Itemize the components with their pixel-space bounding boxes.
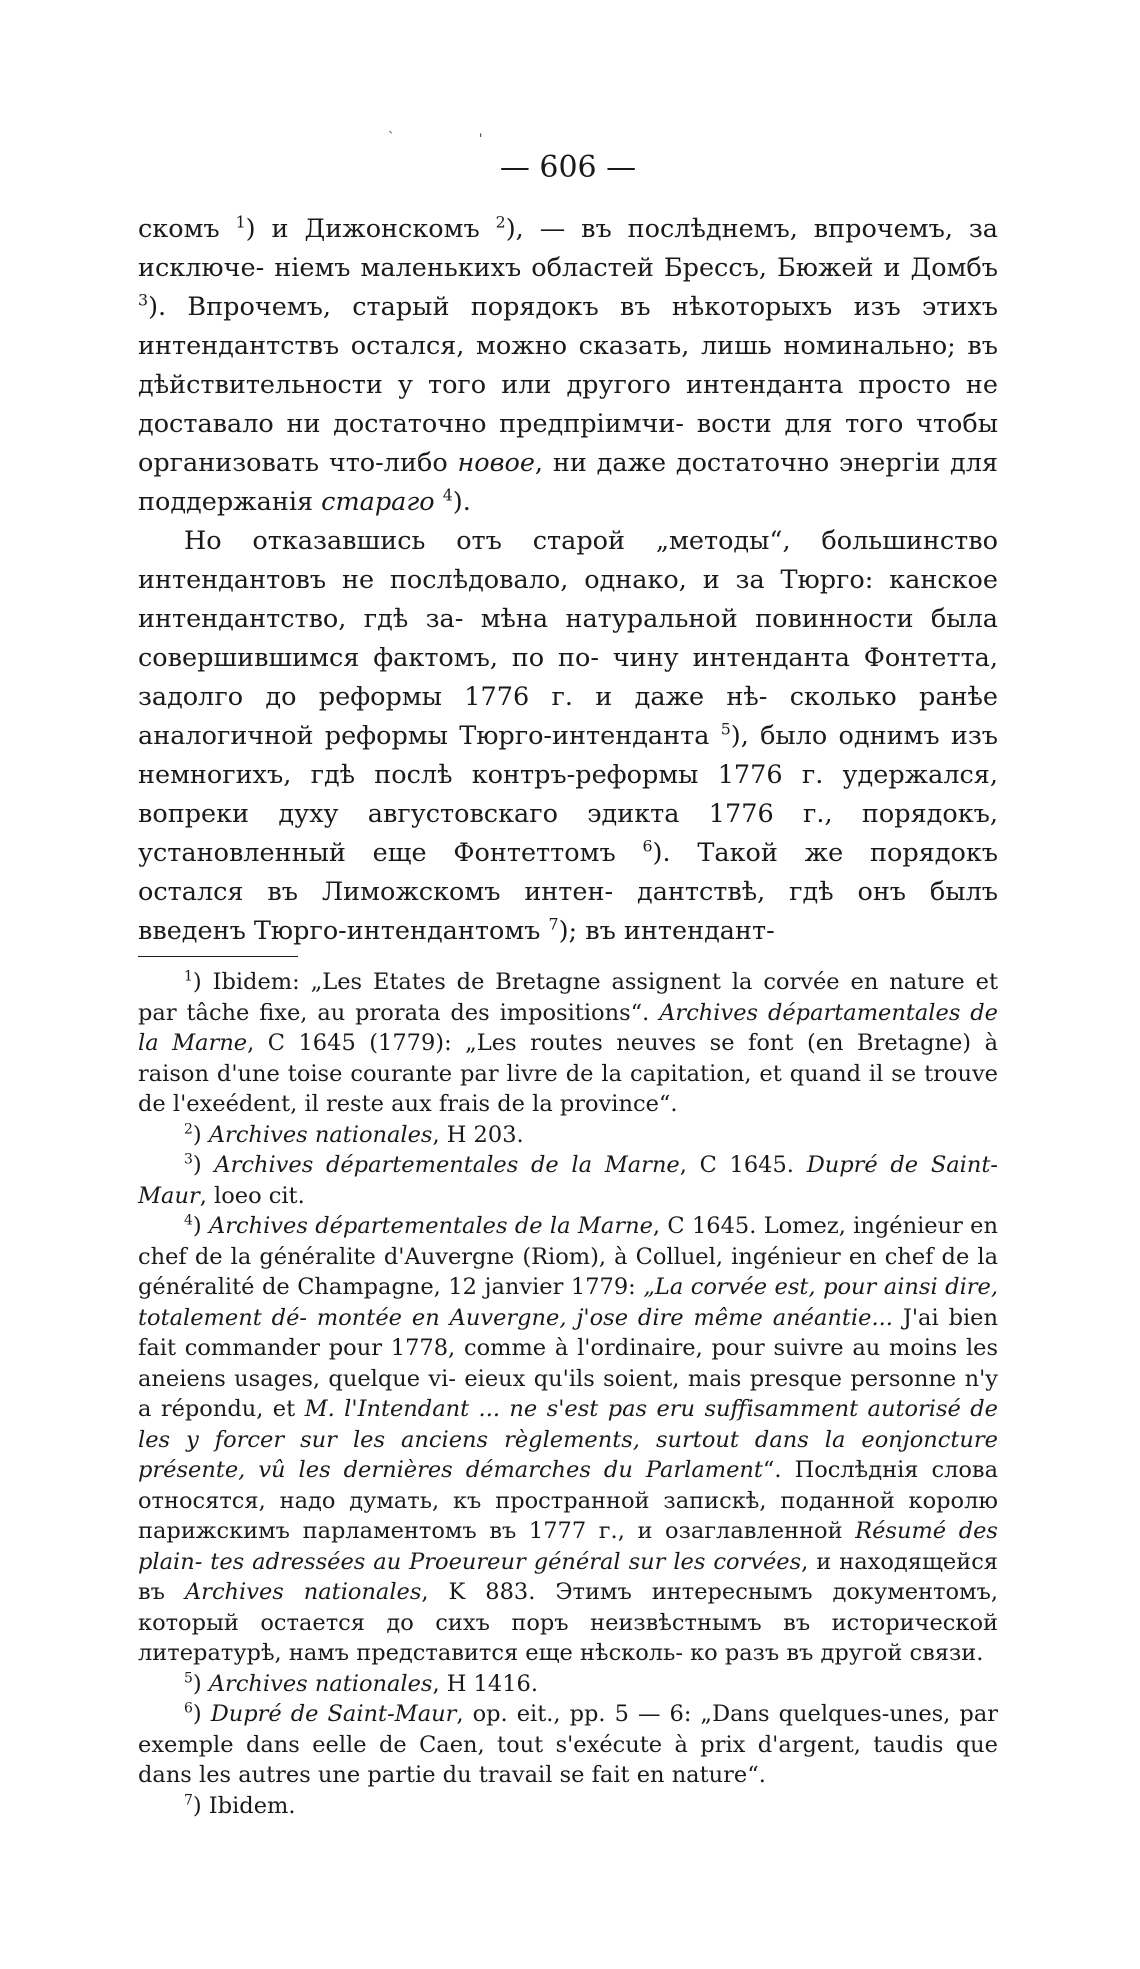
text-run: ), было однимъ изъ немногихъ, гдѣ послѣ контръ-реформы 1776 г. удержался, вопреки духу августовскаго эдикта 1776 г., порядокъ, установленный еще Фонтеттомъ — [138, 721, 998, 868]
italic-run: Dupré de Saint-Maur — [138, 1152, 998, 1209]
footnote-ref-7: 7 — [548, 914, 559, 934]
footnote-mark: 3 — [184, 1151, 193, 1168]
footnote-mark: 6 — [184, 1700, 193, 1717]
text-run: , loeo cit. — [199, 1182, 305, 1209]
footnote-7 — [138, 1791, 998, 1822]
footnote-mark: 2 — [184, 1121, 193, 1137]
footnote-ref-6: 6 — [642, 836, 653, 856]
text-run: ). — [452, 487, 471, 517]
footnote-5 — [138, 1669, 998, 1700]
footnote-4 — [138, 1211, 998, 1669]
text-run: , C 1645. Lomez, ingénieur en chef de la généralite d'Auvergne (Riom), à Colluel, ingénieur en chef de la généralité de Champagne, 12 janvier 1779: — [138, 1213, 998, 1300]
text-run: , ни даже достаточно энергіи для поддержанія — [138, 448, 998, 517]
text-run: ) Ibidem: „Les Etates de Bretagne assignent la corvée en nature et par tâche fixe, au prorata des impositions“. — [138, 969, 998, 1026]
footnote-1 — [138, 967, 998, 1120]
footnote-ref-2: 2 — [495, 212, 506, 232]
footnote-mark: 7 — [184, 1792, 193, 1808]
text-run: ) — [192, 1213, 209, 1239]
text-run: J'ai bien fait commander pour 1778, comme à l'ordinaire, pour suivre au moins les aneiens usages, quelque vi- eieux qu'ils soient, mais presque personne n'y a répondu, et — [138, 1304, 998, 1422]
text-run: ) и Дижонскомъ — [245, 214, 496, 244]
text-run: ) — [192, 1701, 211, 1727]
footnote-ref-4: 4 — [442, 485, 453, 505]
footnote-2 — [138, 1120, 998, 1151]
text-run: , C 1645. — [679, 1152, 807, 1178]
italic-run: Dupré de Saint-Maur — [210, 1701, 457, 1727]
text-run: , H 203. — [432, 1121, 524, 1148]
paragraph-2 — [138, 522, 998, 951]
footnote-mark: 1 — [184, 968, 193, 985]
italic-run: Archives départementales de la Marne — [214, 1152, 680, 1178]
footnote-mark: 5 — [184, 1670, 193, 1686]
text-run: ) — [192, 1152, 215, 1178]
footnote-ref-5: 5 — [720, 719, 731, 739]
footnote-mark: 4 — [184, 1212, 193, 1229]
italic-run: Archives départementales de la Marne — [209, 1213, 653, 1239]
text-run: , C 1645 (1779): „Les routes neuves se font (en Bretagne) à raison d'une toise courante par livre de la capitation, et quand il se trouve de l'exeédent, il reste aux frais de la province“. — [138, 1030, 998, 1117]
italic-run: Résumé des plain- tes adressées au Proeureur général sur les corvées — [138, 1518, 998, 1575]
italic-run: „La corvée est, pour ainsi dire, totalement dé- montée en Auvergne, j'ose dire même anéantie... — [138, 1274, 998, 1331]
print-specks: ˴ ˌ — [388, 120, 523, 139]
footnote-ref-1: 1 — [235, 212, 246, 232]
text-run: ). Такой же порядокъ остался въ Лиможскомъ интен- дантствѣ, гдѣ онъ былъ введенъ Тюрго-интендантомъ — [138, 838, 998, 946]
text-run: ), — въ послѣднемъ, впрочемъ, за исключе- ніемъ маленькихъ областей Брессъ, Бюжей и Домбъ — [138, 214, 998, 283]
footnote-6 — [138, 1699, 998, 1791]
italic-run: Archives nationales — [184, 1579, 422, 1605]
text-run: ) — [192, 1670, 209, 1697]
text-run: ) Ibidem. — [192, 1792, 296, 1819]
italic-run: Archives nationales — [208, 1670, 433, 1697]
body-text — [138, 210, 998, 1821]
italic-run: M. l'Intendant ... ne s'est pas eru suffisamment autorisé de les y forcer sur les anciens règlements, surtout dans la eonjoncture présente, vû les dernières démarches du Parlament — [138, 1396, 998, 1483]
page-number: — 606 — — [499, 150, 637, 185]
text-run: , H 1416. — [432, 1670, 538, 1697]
footnote-divider — [138, 956, 298, 957]
paragraph-1 — [138, 210, 998, 522]
text-run: скомъ — [138, 214, 236, 244]
text-run: ); въ интендант- — [558, 916, 775, 946]
italic-word: стараго — [321, 487, 435, 517]
text-run: ). Впрочемъ, старый порядокъ въ нѣкоторыхъ изъ этихъ интендантствъ остался, можно сказать, лишь номинально; въ дѣйствительности у того или другого интенданта просто не доставало ни достаточно предпріимчи- вости для того чтобы организовать что-либо — [138, 292, 998, 478]
text-run: , K 883. Этимъ интереснымъ документомъ, который остается до сихъ поръ неизвѣстнымъ въ исторической литературѣ, намъ представится еще нѣсколь- ко разъ въ другой связи. — [138, 1579, 998, 1666]
text-run: , op. eit., pp. 5 — 6: „Dans quelques-unes, par exemple dans eelle de Caen, tout s'exécute à prix d'argent, taudis que dans les autres une partie du travail se fait en nature“. — [138, 1701, 998, 1788]
text-run: Но отказавшись отъ старой „методы“, большинство интендантовъ не послѣдовало, однако, и за Тюрго: канское интендантство, гдѣ за- мѣна натуральной повинности была совершившимся фактомъ, по по- чину интенданта Фонтетта, задолго до реформы 1776 г. и даже нѣ- сколько ранѣе аналогичной реформы Тюрго-интенданта — [138, 526, 998, 751]
text-run: “. Послѣднія слова относятся, надо думать, къ пространной запискѣ, поданной королю парижскимъ парламентомъ въ 1777 г., и озаглавленной — [138, 1457, 998, 1544]
text-run: ) — [192, 1121, 209, 1148]
italic-word: новое — [457, 448, 535, 478]
text-run — [435, 487, 443, 517]
footnote-3 — [138, 1150, 998, 1211]
text-run: , и находящейся въ — [138, 1548, 998, 1605]
footnote-ref-3: 3 — [138, 290, 149, 310]
italic-run: Archives départamentales de la Marne — [138, 999, 998, 1056]
italic-run: Archives nationales — [208, 1121, 433, 1148]
